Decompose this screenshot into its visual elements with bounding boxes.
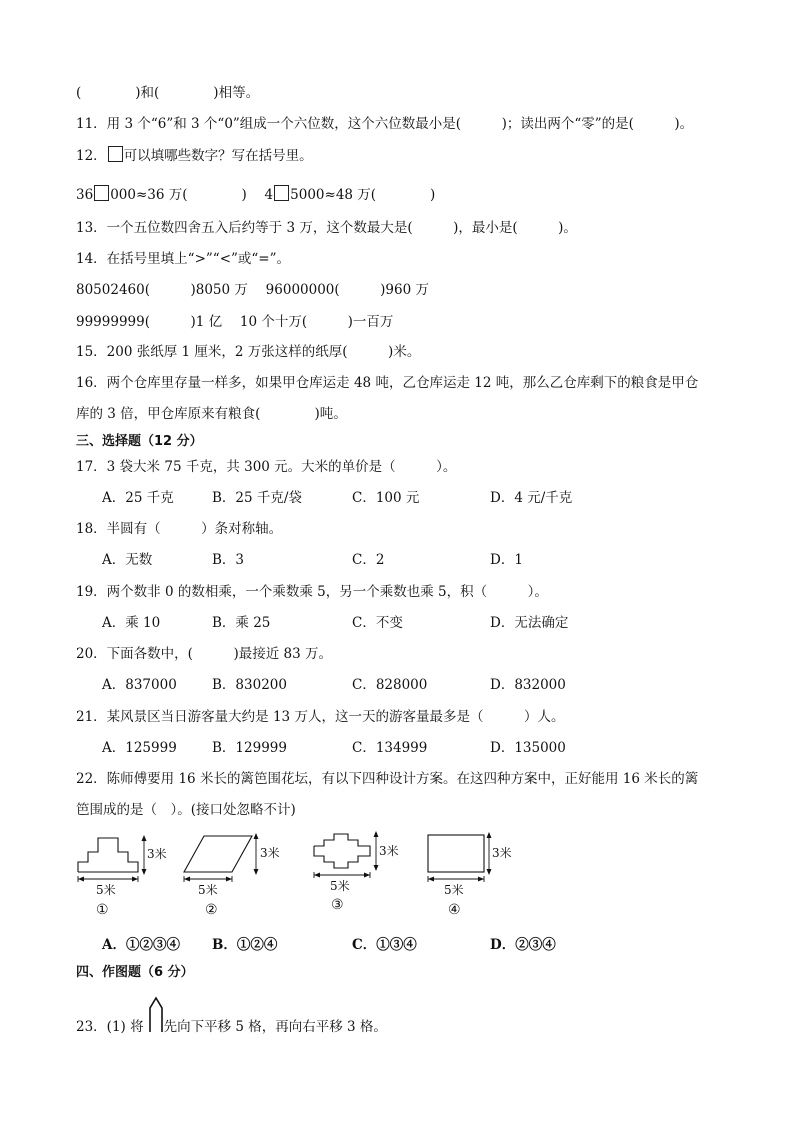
q23-prefix: 23．(1) 将 [76, 1019, 144, 1035]
figure-4-rectangle [424, 832, 524, 897]
q15-text: 15．200 张纸厚 1 厘米，2 万张这样的纸厚( )米。 [76, 344, 421, 360]
q12-text [76, 146, 313, 165]
q17-option-a[interactable]: A．25 千克 [102, 490, 174, 506]
q18-option-b[interactable]: B．3 [212, 552, 245, 568]
q23-suffix: 先向下平移 5 格，再向右平移 3 格。 [163, 1019, 387, 1035]
q20-option-a[interactable]: A．837000 [102, 677, 177, 693]
q23-text [76, 1018, 387, 1036]
figure-4-width-label: 5米 [444, 883, 464, 897]
q12-sub-c: 5000≈48 万( ) [290, 187, 436, 203]
q21-text: 21．某风景区当日游客量大约是 13 万人，这一天的游客量最多是（ ）人。 [76, 709, 565, 725]
q14-row-a: 80502460( )8050 万 96000000( )960 万 [76, 282, 429, 298]
q19-option-d[interactable]: D．无法确定 [490, 615, 569, 631]
figure-1-stepped-shape [74, 832, 167, 897]
figure-3-width-label: 5米 [330, 879, 350, 893]
figure-4-height-label: 3米 [492, 846, 512, 860]
q12-sub-b: 000≈36 万( ) 4 [110, 187, 274, 203]
q20-option-c[interactable]: C．828000 [352, 677, 428, 693]
q21-option-a[interactable]: A．125999 [102, 740, 177, 756]
q21-option-d[interactable]: D．135000 [490, 740, 566, 756]
blank-box-icon [274, 185, 289, 201]
q18-option-c[interactable]: C．2 [352, 552, 385, 568]
figure-3-mark: ③ [331, 897, 344, 913]
q12-sub-a: 36 [76, 187, 94, 203]
blank-box-icon [94, 185, 109, 201]
pencil-shape-icon [148, 996, 168, 1036]
blank-box-icon [108, 146, 123, 162]
section-4-heading: 四、作图题（6 分） [76, 965, 194, 980]
q19-option-b[interactable]: B．乘 25 [212, 615, 271, 631]
q19-option-c[interactable]: C．不变 [352, 615, 403, 631]
q12-subitems [76, 185, 435, 204]
figure-2-height-label: 3米 [260, 846, 280, 860]
q18-option-a[interactable]: A．无数 [102, 552, 153, 568]
q10-text: ( )和( )相等。 [76, 85, 260, 101]
q12-number: 12． [76, 148, 107, 164]
q22-option-a[interactable]: A．①②③④ [102, 937, 180, 953]
q18-text: 18．半圆有（ ）条对称轴。 [76, 521, 283, 537]
figure-1-mark: ① [96, 902, 109, 918]
q21-option-b[interactable]: B．129999 [212, 740, 287, 756]
q17-option-c[interactable]: C．100 元 [352, 490, 420, 506]
q20-text: 20．下面各数中，( )最接近 83 万。 [76, 646, 332, 662]
q16-text-1: 16．两个仓库里存量一样多，如果甲仓库运走 48 吨，乙仓库运走 12 吨，那么乙仓库剩下的粮食是甲仓 [76, 375, 699, 391]
q22-text-2: 笆围成的是（ ）。(接口处忽略不计) [76, 802, 296, 818]
q17-text: 17．3 袋大米 75 千克，共 300 元。大米的单价是（ ）。 [76, 459, 457, 475]
q11-text: 11．用 3 个“6”和 3 个“0”组成一个六位数，这个六位数最小是( )；读出两个“零”的是( )。 [76, 116, 694, 132]
figure-2-mark: ② [205, 902, 218, 918]
figure-2-parallelogram [180, 832, 280, 897]
section-3-heading: 三、选择题（12 分） [76, 434, 203, 449]
q17-option-b[interactable]: B．25 千克/袋 [212, 490, 302, 506]
figure-1-width-label: 5米 [96, 883, 116, 897]
q20-option-b[interactable]: B．830200 [212, 677, 287, 693]
q21-option-c[interactable]: C．134999 [352, 740, 428, 756]
q19-option-a[interactable]: A．乘 10 [102, 615, 161, 631]
q12-prompt: 可以填哪些数字？写在括号里。 [123, 148, 313, 164]
figure-3-cross-shape [310, 832, 420, 892]
q16-text-2: 库的 3 倍，甲仓库原来有粮食( )吨。 [76, 406, 347, 422]
q20-option-d[interactable]: D．832000 [490, 677, 566, 693]
figure-3-height-label: 3米 [379, 844, 399, 858]
q19-text: 19．两个数非 0 的数相乘，一个乘数乘 5，另一个乘数也乘 5，积（ ）。 [76, 584, 548, 600]
q22-option-d[interactable]: D．②③④ [490, 937, 556, 953]
q17-option-d[interactable]: D．4 元/千克 [490, 490, 573, 506]
q22-option-b[interactable]: B．①②④ [212, 937, 278, 953]
q18-option-d[interactable]: D．1 [490, 552, 523, 568]
q22-option-c[interactable]: C．①③④ [352, 937, 417, 953]
q14-row-b: 99999999( )1 亿 10 个十万( )一百万 [76, 314, 394, 330]
q14-text: 14．在括号里填上“>”“<”或“=”。 [76, 251, 291, 267]
figure-4-mark: ④ [448, 902, 461, 918]
q13-text: 13．一个五位数四舍五入后约等于 3 万，这个数最大是( )，最小是( )。 [76, 220, 577, 236]
q22-text-1: 22．陈师傅要用 16 米长的篱笆围花坛，有以下四种设计方案。在这四种方案中，正好能用 16 米长的篱 [76, 771, 699, 787]
figure-1-height-label: 3米 [147, 847, 167, 861]
figure-2-width-label: 5米 [198, 883, 218, 897]
